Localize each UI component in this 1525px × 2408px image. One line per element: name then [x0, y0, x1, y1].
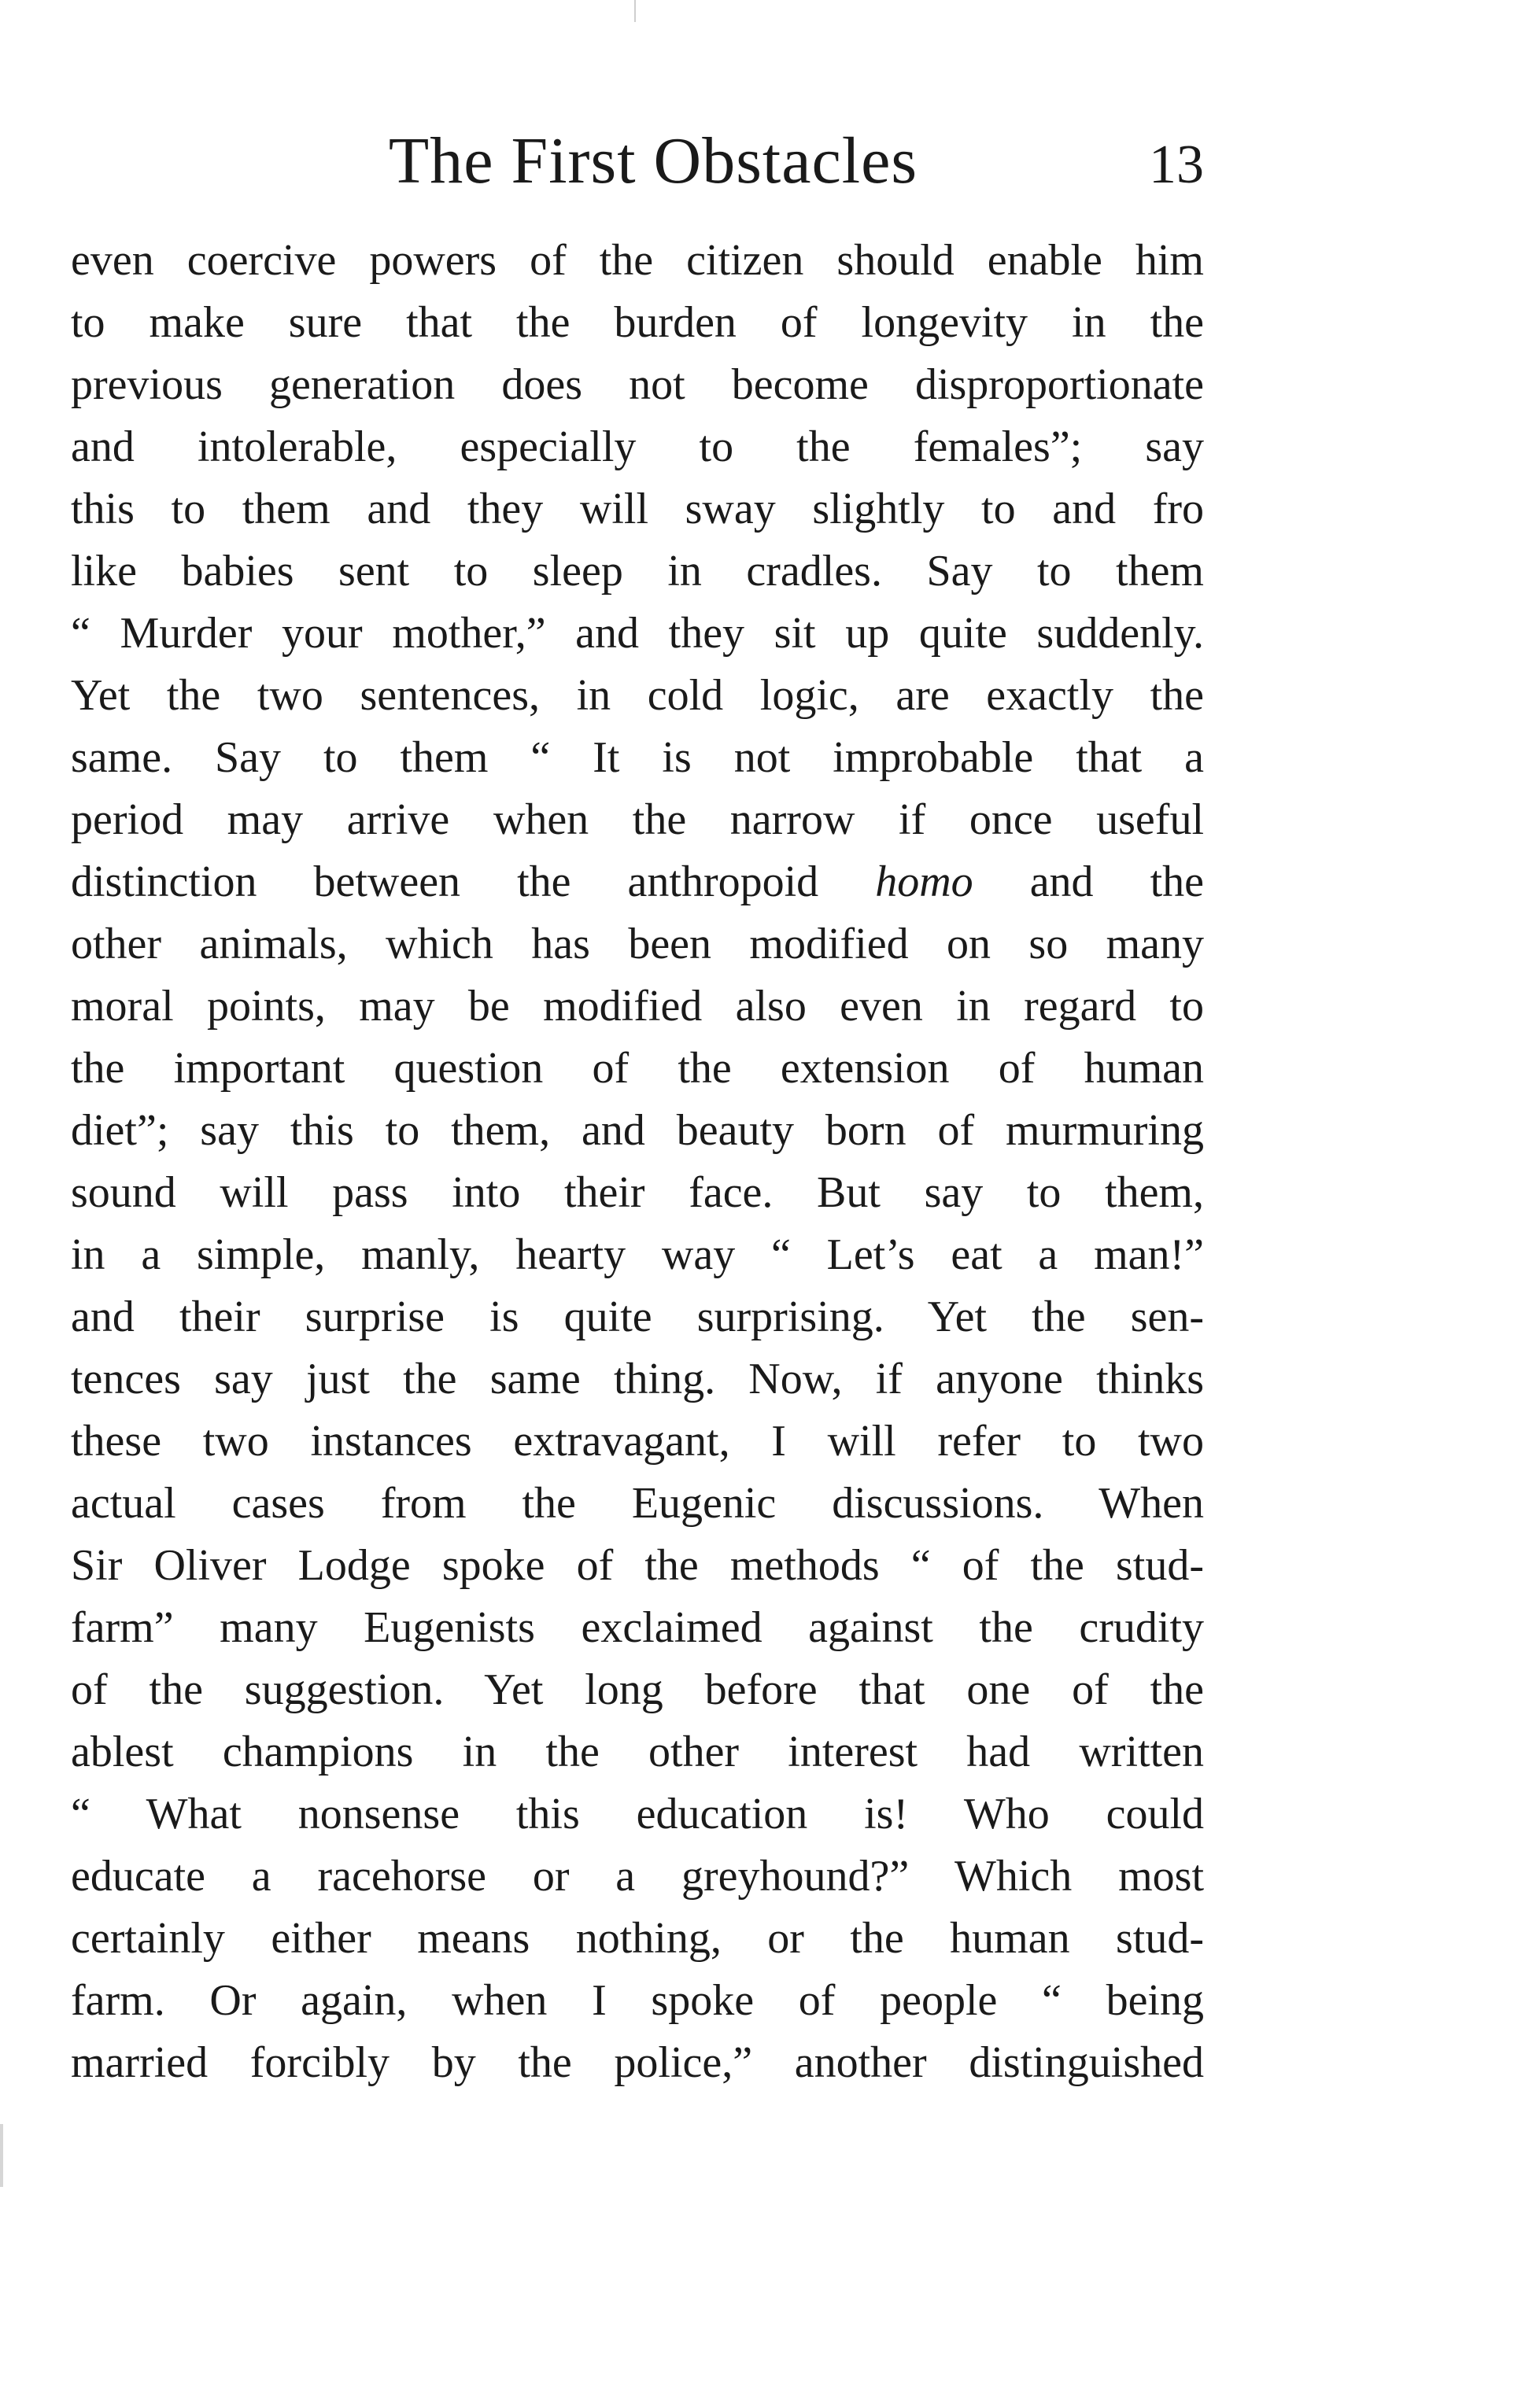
text-line: the important question of the extension of human [71, 1044, 1204, 1093]
page-number: 13 [1149, 135, 1204, 195]
text-line: “ Murder your mother,” and they sit up quite suddenly. [71, 609, 1204, 658]
scan-artifact [0, 2124, 3, 2187]
running-head [71, 118, 1204, 205]
body-text [71, 230, 1204, 2094]
text-line: this to them and they will sway slightly to and fro [71, 485, 1204, 533]
text-line: actual cases from the Eugenic discussions. When [71, 1479, 1204, 1528]
text-line: and intolerable, especially to the females”; say [71, 422, 1204, 471]
text-line: like babies sent to sleep in cradles. Say to them [71, 547, 1204, 596]
text-line: tences say just the same thing. Now, if anyone thinks [71, 1355, 1204, 1403]
scan-artifact [634, 0, 636, 22]
text-line: other animals, which has been modified on so many [71, 920, 1204, 968]
text-line: married forcibly by the police,” another distinguished [71, 2038, 1204, 2087]
text-line: farm. Or again, when I spoke of people “ being [71, 1976, 1204, 2025]
text-line: of the suggestion. Yet long before that one of the [71, 1665, 1204, 1714]
text-line: in a simple, manly, hearty way “ Let’s eat a man!” [71, 1230, 1204, 1279]
text-line: Sir Oliver Lodge spoke of the methods “ of the stud- [71, 1541, 1204, 1590]
text-line: certainly either means nothing, or the human stud- [71, 1914, 1204, 1963]
text-line: farm” many Eugenists exclaimed against the crudity [71, 1603, 1204, 1652]
text-line-with-italic [71, 851, 1204, 913]
text-line: to make sure that the burden of longevity in the [71, 298, 1204, 347]
text-line: Yet the two sentences, in cold logic, are exactly the [71, 671, 1204, 720]
text-line: “ What nonsense this education is! Who could [71, 1790, 1204, 1838]
text-line: sound will pass into their face. But say to them, [71, 1168, 1204, 1217]
text-line: these two instances extravagant, I will refer to two [71, 1417, 1204, 1466]
page-title: The First Obstacles [388, 124, 918, 197]
text-line: moral points, may be modified also even in regard to [71, 982, 1204, 1031]
text-line: diet”; say this to them, and beauty born of murmuring [71, 1106, 1204, 1155]
text-line: period may arrive when the narrow if once useful [71, 795, 1204, 844]
text-segment: and the [1029, 857, 1204, 906]
text-line: ablest champions in the other interest had written [71, 1728, 1204, 1776]
italic-word: homo [875, 857, 973, 906]
text-segment: distinction between the anthropoid [71, 857, 819, 906]
text-line: and their surprise is quite surprising. Yet the sen- [71, 1293, 1204, 1341]
text-line: previous generation does not become disproportionate [71, 360, 1204, 409]
text-line: even coercive powers of the citizen should enable him [71, 236, 1204, 285]
text-line: educate a racehorse or a greyhound?” Which most [71, 1852, 1204, 1901]
text-line: same. Say to them “ It is not improbable that a [71, 733, 1204, 782]
